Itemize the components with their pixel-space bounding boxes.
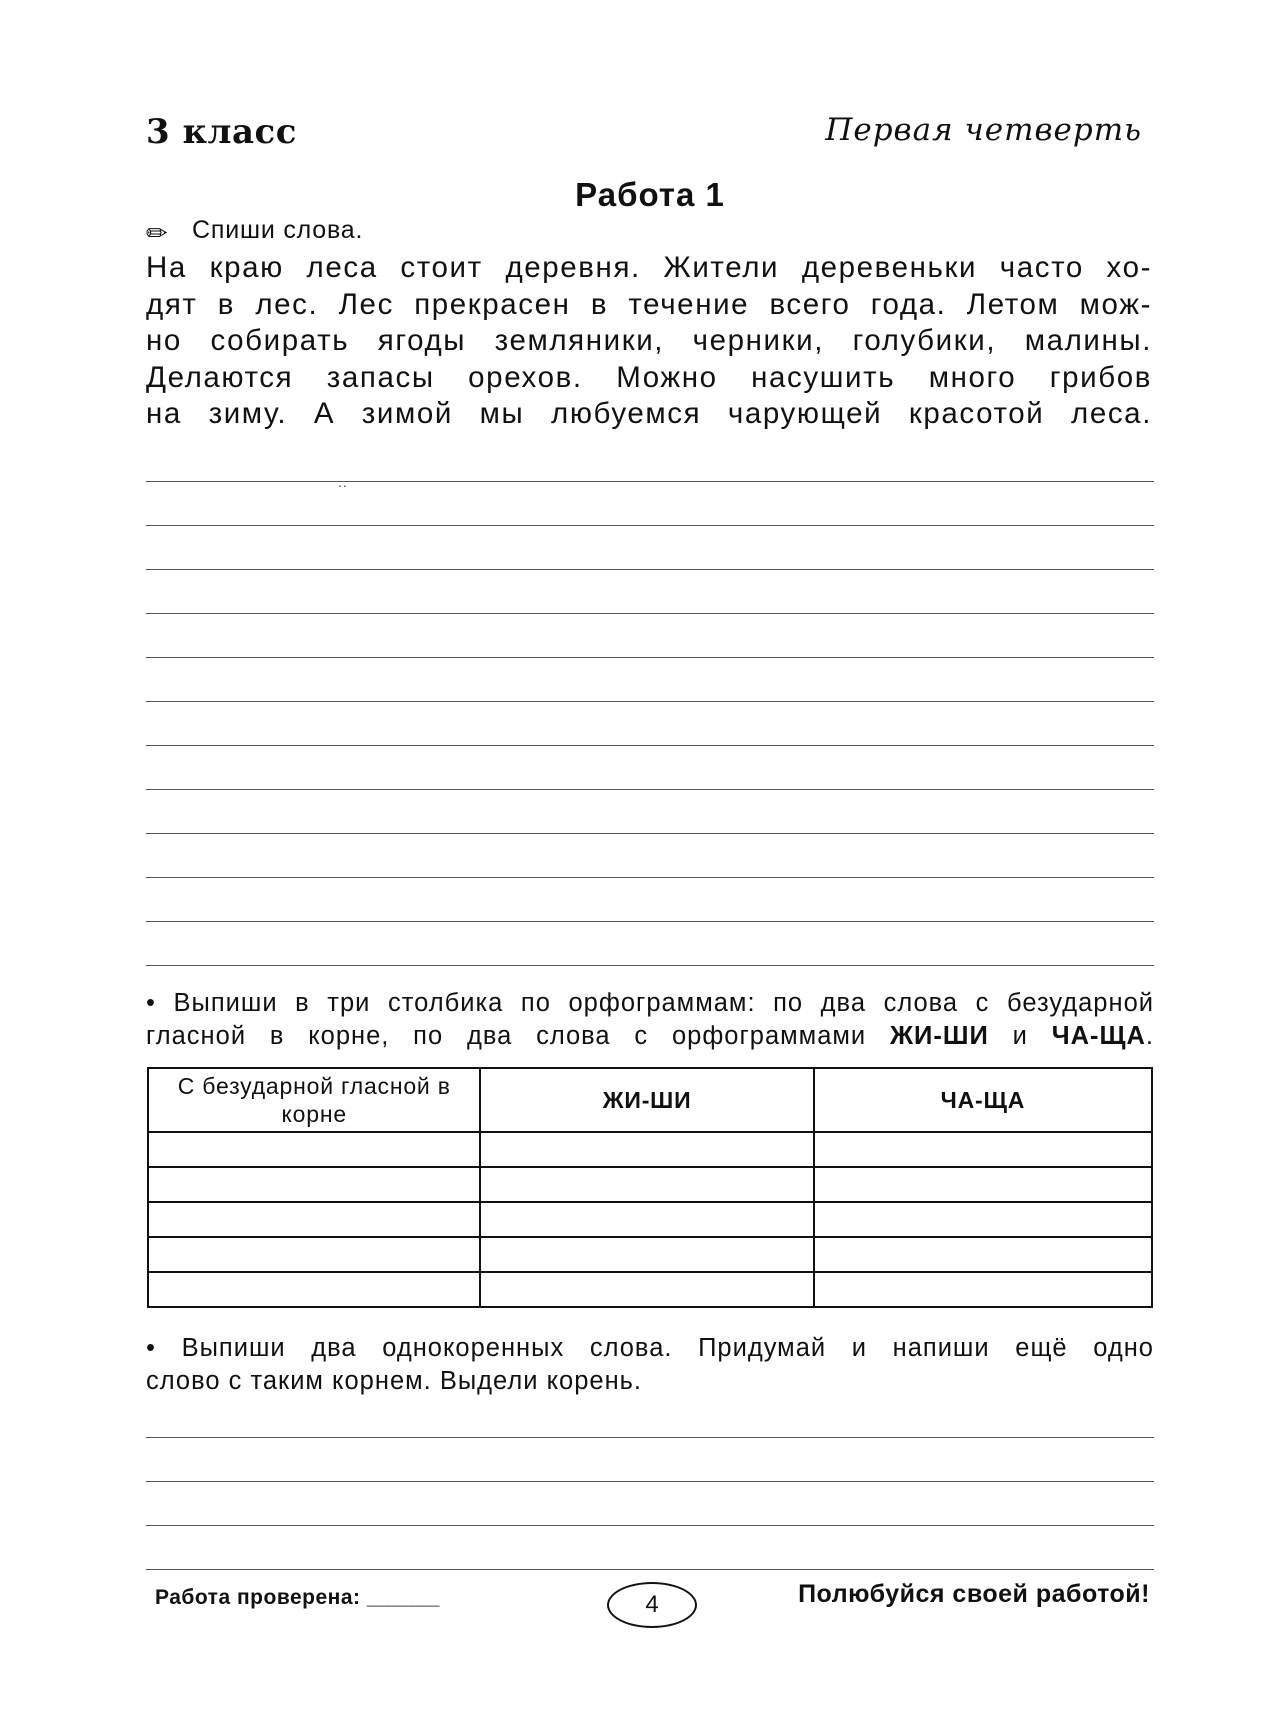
task2-instruction — [146, 987, 1154, 1053]
copy-instruction: Спиши слова. — [192, 216, 364, 244]
writing-line[interactable] — [146, 481, 1154, 482]
table-cell[interactable] — [148, 1202, 480, 1237]
writing-line[interactable] — [146, 525, 1154, 526]
passage-line: Делаются запасы орехов. Можно насушить много грибов — [146, 360, 1152, 394]
table-cell[interactable] — [814, 1167, 1152, 1202]
table-cell[interactable] — [814, 1272, 1152, 1307]
task3-line2: слово с таким корнем. Выдели корень. — [146, 1367, 643, 1395]
table-cell[interactable] — [148, 1272, 480, 1307]
header-zhi-shi: ЖИ-ШИ — [480, 1068, 813, 1132]
writing-line[interactable] — [146, 1569, 1154, 1570]
passage-line: но собирать ягоды земляники, черники, голубики, малины. — [146, 324, 1152, 357]
writing-line[interactable] — [146, 921, 1154, 922]
table-cell[interactable] — [480, 1237, 813, 1272]
table-row — [148, 1237, 1152, 1272]
writing-line[interactable] — [146, 789, 1154, 790]
passage-line: На краю леса стоит деревня. Жители деревеньки часто хо- — [146, 251, 1152, 284]
spelling-zhi-shi: ЖИ-ШИ — [889, 1022, 989, 1050]
grade-label: 3 класс — [146, 112, 297, 152]
work-title: Работа 1 — [575, 176, 725, 213]
stray-mark: .. — [338, 474, 348, 490]
table-cell[interactable] — [480, 1167, 813, 1202]
table-row — [148, 1202, 1152, 1237]
page-number: 4 — [607, 1582, 697, 1628]
header-cha-shcha: ЧА-ЩА — [814, 1068, 1152, 1132]
table-cell[interactable] — [814, 1132, 1152, 1167]
spelling-table — [147, 1067, 1153, 1308]
writing-line[interactable] — [146, 745, 1154, 746]
writing-line[interactable] — [146, 1437, 1154, 1438]
passage-line: дят в лес. Лес прекрасен в течение всего года. Летом мож- — [146, 287, 1152, 321]
table-cell[interactable] — [814, 1202, 1152, 1237]
table-cell[interactable] — [148, 1132, 480, 1167]
writing-line[interactable] — [146, 1525, 1154, 1526]
table-row — [148, 1272, 1152, 1307]
period: . — [1145, 1022, 1155, 1050]
task2-line1: Выпиши в три столбика по орфограммам: по два слова с безударной — [173, 989, 1154, 1017]
table-cell[interactable] — [480, 1202, 813, 1237]
writing-line[interactable] — [146, 657, 1154, 658]
writing-line[interactable] — [146, 1481, 1154, 1482]
table-cell[interactable] — [814, 1237, 1152, 1272]
task2-line2: гласной в корне, по два слова с орфограммами — [146, 1022, 867, 1050]
table-cell[interactable] — [148, 1167, 480, 1202]
writing-line[interactable] — [146, 701, 1154, 702]
quarter-label: Первая четверть — [825, 112, 1142, 148]
header-unstressed-vowel: С безударной гласной в корне — [148, 1068, 480, 1132]
spelling-cha-shcha: ЧА-ЩА — [1051, 1022, 1146, 1050]
work-checked-label: Работа проверена: ______ — [155, 1586, 440, 1609]
bullet: • — [146, 989, 156, 1017]
passage-line: на зиму. А зимой мы любуемся чарующей красотой леса. — [146, 397, 1152, 430]
passage-text — [146, 250, 1152, 433]
writing-line[interactable] — [146, 613, 1154, 614]
writing-line[interactable] — [146, 877, 1154, 878]
writing-line[interactable] — [146, 965, 1154, 966]
writing-line[interactable] — [146, 569, 1154, 570]
writing-line[interactable] — [146, 833, 1154, 834]
pencil-icon: ✏ — [146, 218, 168, 248]
table-cell[interactable] — [480, 1132, 813, 1167]
table-row — [148, 1167, 1152, 1202]
task3-line1: Выпиши два однокоренных слова. Придумай и напиши ещё одно — [181, 1334, 1154, 1362]
table-cell[interactable] — [480, 1272, 813, 1307]
table-cell[interactable] — [148, 1237, 480, 1272]
task3-instruction — [146, 1332, 1154, 1398]
conjunction: и — [1012, 1022, 1028, 1050]
admire-work-label: Полюбуйся своей работой! — [798, 1580, 1150, 1608]
bullet: • — [146, 1334, 156, 1362]
table-row — [148, 1132, 1152, 1167]
